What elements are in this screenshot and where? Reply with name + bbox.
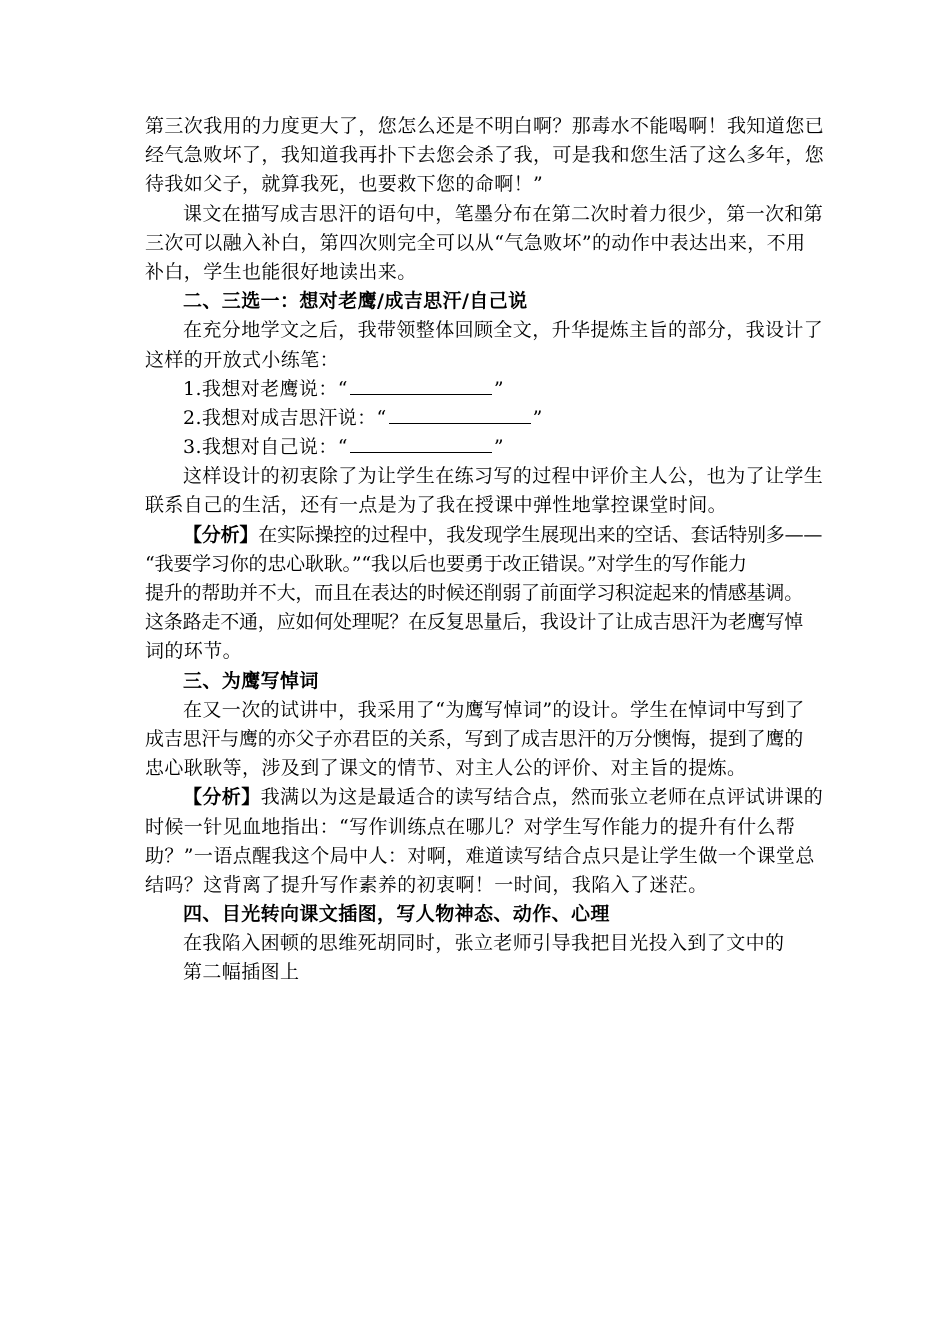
exercise-item xyxy=(145,433,813,462)
analysis-text: 在实际操控的过程中，我发现学生展现出来的空话、套话特别多—— xyxy=(258,523,823,546)
paragraph-line: 课文在描写成吉思汗的语句中，笔墨分布在第二次时着力很少，第一次和第 xyxy=(183,202,824,225)
analysis-line xyxy=(145,521,823,550)
paragraph-line: 忠心耿耿等，涉及到了课文的情节、对主人公的评价、对主旨的提炼。 xyxy=(145,757,747,780)
paragraph-line: 补白，学生也能很好地读出来。 xyxy=(145,260,417,283)
paragraph-line: “我要学习你的忠心耿耿。”“我以后也要勇于改正错误。”对学生的写作能力 xyxy=(145,552,747,575)
paragraph-line: 联系自己的生活，还有一点是为了我在授课中弹性地掌控课堂时间。 xyxy=(145,494,728,517)
fill-in-blank xyxy=(350,434,492,453)
paragraph-line: 词的环节。 xyxy=(145,640,243,663)
exercise-prompt: 1.我想对老鹰说：“ xyxy=(183,377,348,400)
fill-in-blank xyxy=(350,376,492,395)
exercise-close-quote: ” xyxy=(532,406,543,429)
paragraph-line: 在又一次的试讲中，我采用了“为鹰写悼词”的设计。学生在悼词中写到了 xyxy=(183,698,805,721)
exercise-item xyxy=(145,404,813,433)
paragraph-line: 这样设计的初衷除了为让学生在练习写的过程中评价主人公，也为了让学生 xyxy=(183,465,824,488)
paragraph-line: 第二幅插图上 xyxy=(183,961,300,984)
paragraph-line: 待我如父子，就算我死，也要救下您的命啊！” xyxy=(145,173,544,196)
exercise-close-quote: ” xyxy=(493,377,504,400)
paragraph-line: 结吗？这背离了提升写作素养的初衷啊！一时间，我陷入了迷茫。 xyxy=(145,873,708,896)
paragraph-line: 三次可以融入补白，第四次则完全可以从“气急败坏”的动作中表达出来，不用 xyxy=(145,231,806,254)
paragraph-line: 经气急败坏了，我知道我再扑下去您会杀了我，可是我和您生活了这么多年，您 xyxy=(145,144,825,167)
paragraph-line: 这样的开放式小练笔： xyxy=(145,348,340,371)
exercise-prompt: 2.我想对成吉思汗说：“ xyxy=(183,406,387,429)
analysis-text: 我满以为这是最适合的读写结合点，然而张立老师在点评试讲课的 xyxy=(260,786,824,809)
paragraph-line: 这条路走不通，应如何处理呢？在反复思量后，我设计了让成吉思汗为老鹰写悼 xyxy=(145,611,804,634)
analysis-tag: 【分析】 xyxy=(183,786,261,809)
analysis-tag: 【分析】 xyxy=(183,523,259,546)
paragraph-line: 时候一针见血地指出：“写作训练点在哪儿？对学生写作能力的提升有什么帮 xyxy=(145,815,796,838)
paragraph-line: 成吉思汗与鹰的亦父子亦君臣的关系，写到了成吉思汗的万分懊悔，提到了鹰的 xyxy=(145,727,804,750)
document-page xyxy=(145,112,825,988)
paragraph-line: 助？”一语点醒我这个局中人：对啊，难道读写结合点只是让学生做一个课堂总 xyxy=(145,844,815,867)
paragraph-line: 在充分地学文之后，我带领整体回顾全文，升华提炼主旨的部分，我设计了 xyxy=(183,319,824,342)
section-heading: 四、目光转向课文插图，写人物神态、动作、心理 xyxy=(183,903,610,926)
exercise-close-quote: ” xyxy=(493,436,504,459)
section-heading: 二、三选一：想对老鹰/成吉思汗/自己说 xyxy=(183,290,528,313)
fill-in-blank xyxy=(389,405,531,424)
exercise-item xyxy=(145,375,813,404)
exercise-prompt: 3.我想对自己说：“ xyxy=(183,436,348,459)
paragraph-line: 提升的帮助并不大，而且在表达的时候还削弱了前面学习积淀起来的情感基调。 xyxy=(145,582,804,604)
section-heading: 三、为鹰写悼词 xyxy=(183,669,319,692)
paragraph-line: 在我陷入困顿的思维死胡同时，张立老师引导我把目光投入到了文中的 xyxy=(183,932,785,955)
analysis-line xyxy=(145,783,824,812)
paragraph-line: 第三次我用的力度更大了，您怎么还是不明白啊？那毒水不能喝啊！我知道您已 xyxy=(145,115,825,137)
